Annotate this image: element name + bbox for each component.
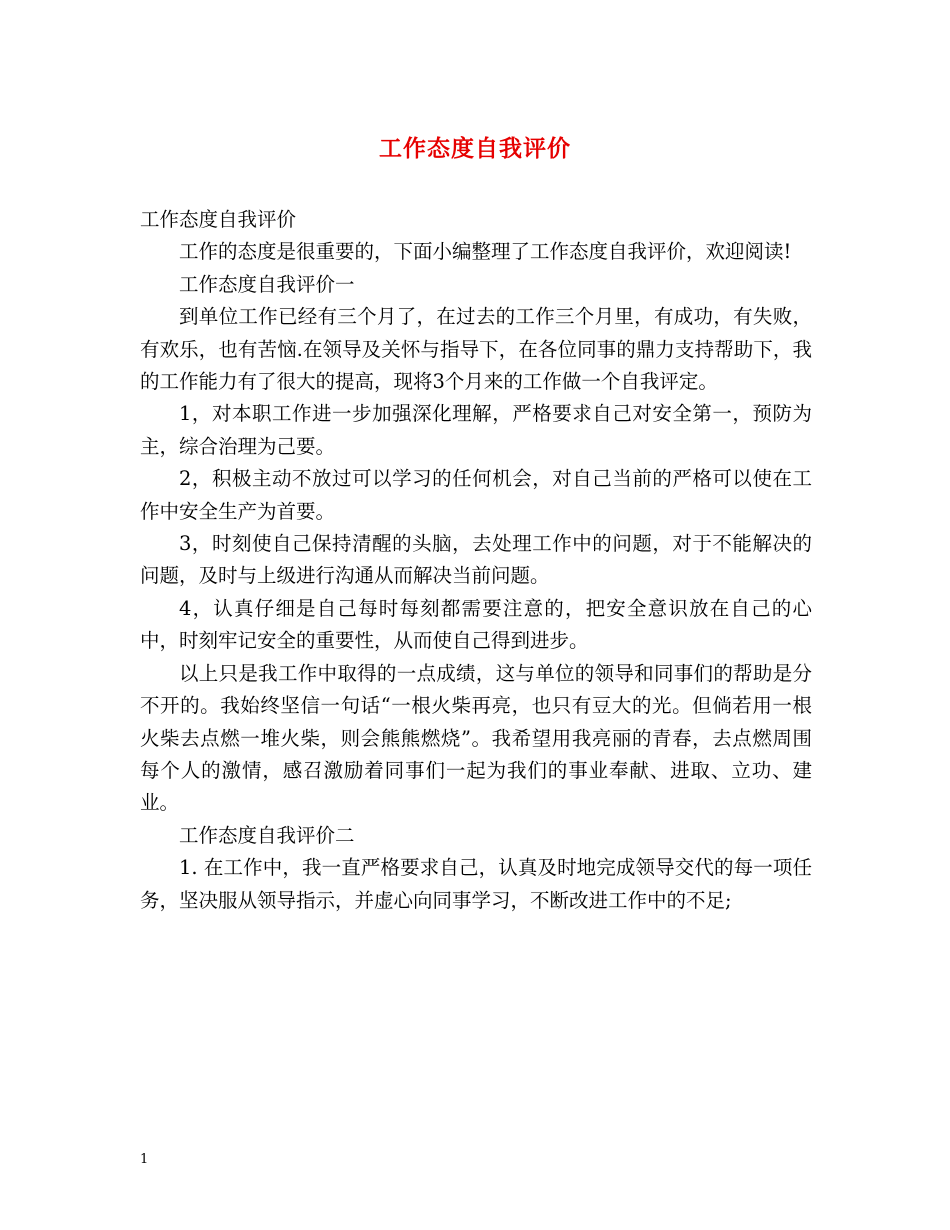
section-heading-one: 工作态度自我评价一	[179, 272, 355, 296]
paragraph: 以上只是我工作中取得的一点成绩，这与单位的领导和同事们的帮助是分不开的。我始终坚信一句话“一根火柴再亮，也只有豆大的光。但倘若用一根火柴去点燃一堆火柴，则会熊熊燃烧”。我希望用我亮丽的青春，去点燃周围每个人的激情，感召激励着同事们一起为我们的事业奉献、进取、立功、建业。	[140, 661, 812, 815]
list-item: 4，认真仔细是自己每时每刻都需要注意的，把安全意识放在自己的心中，时刻牢记安全的重要性，从而使自己得到进步。	[140, 596, 812, 653]
list-item: 1. 在工作中，我一直严格要求自己，认真及时地完成领导交代的每一项任务，坚决服从领导指示，并虚心向同事学习，不断改进工作中的不足;	[140, 856, 812, 912]
list-item: 3，时刻使自己保持清醒的头脑，去处理工作中的问题，对于不能解决的问题，及时与上级进行沟通从而解决当前问题。	[140, 532, 812, 588]
paragraph: 到单位工作已经有三个月了，在过去的工作三个月里，有成功，有失败，有欢乐，也有苦恼.在领导及关怀与指导下，在各位同事的鼎力支持帮助下，我的工作能力有了很大的提高，现将3个月来的工作做一个自我评定。	[140, 305, 812, 394]
page-title: 工作态度自我评价	[379, 135, 571, 162]
page-number: 1	[140, 1152, 149, 1167]
paragraph-heading: 工作态度自我评价	[140, 208, 297, 231]
list-item: 1，对本职工作进一步加强深化理解，严格要求自己对安全第一，预防为主，综合治理为己要。	[140, 402, 812, 458]
document-body	[140, 204, 812, 917]
section-heading-two: 工作态度自我评价二	[179, 823, 355, 847]
list-item: 2，积极主动不放过可以学习的任何机会，对自己当前的严格可以使在工作中安全生产为首要。	[140, 467, 812, 523]
paragraph-intro: 工作的态度是很重要的，下面小编整理了工作态度自我评价，欢迎阅读!	[179, 240, 792, 264]
